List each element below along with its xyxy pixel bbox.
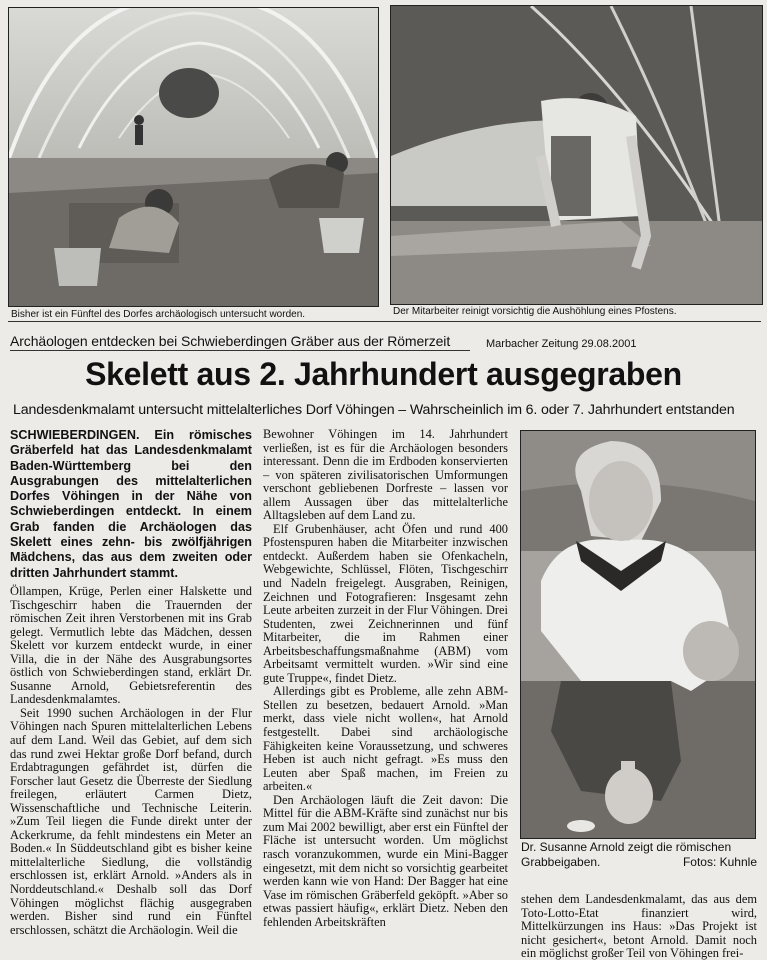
article-kicker: Archäologen entdecken bei Schwieberdingen Gräber aus der Römerzeit <box>10 333 451 349</box>
article-paragraph: Allerdings gibt es Probleme, alle zehn ABM-Stellen zu besetzen, bedauert Arnold. »Man merkt, dass viele nicht wollen«, hat Arnold festgestellt. Dabei sind archäologische Fähigkeiten keine Voraussetzung, und schweres Heben ist auch nicht gefragt. »Es muss den Leuten aber Spaß machen, im Freien zu arbeiten.« <box>263 684 508 794</box>
excavation-tent-photo <box>8 7 379 307</box>
photo-caption-arnold <box>521 840 757 870</box>
article-paragraph: Den Archäologen läuft die Zeit davon: Die Mittel für die ABM-Kräfte sind zunächst nur bis zum Mai 2002 bewilligt, aber erst ein Fünftel der Fläche ist untersucht worden. Um möglichst rasch voranzukommen, wurde ein Mini-Bagger eingesetzt, mit dem nicht so vorsichtig gearbeitet werden kann wie von Hand: Der Bagger hat eine Vase im römischen Gräberfeld geköpft. »Aber so etwas passiert häufig«, erklärt Dietz. Neben den fehlenden Arbeitskräften <box>263 792 508 929</box>
article-paragraph: Öllampen, Krüge, Perlen einer Halskette und Tischgeschirr haben die Trauernden der römischen Zeit ihren Verstorbenen mit ins Grab gelegt. Vermutlich lebte das Mädchen, dessen Skelett vor kurzem entdeckt wurde, in einer Villa, die in der Nähe des Ausgrabungsortes östlich von Schwieberdingen stand, erklärt Dr. Susanne Arnold, Gebietsreferentin des Landesdenkmalamtes. <box>10 583 252 707</box>
arnold-caption-text: Dr. Susanne Arnold zeigt die römischen Grabbeigaben. <box>521 840 732 869</box>
article-paragraph: Bewohner Vöhingen im 14. Jahrhundert verließen, ist es für die Archäologen besonders interessant. Denn die im Erdboden konservierten – von späteren zivilisatorischen Umformungen verschont gebliebenen Dorfreste – lassen vor allem Aussagen über das mittelalterliche Alltagsleben auf dem Land zu. <box>263 428 508 523</box>
article-headline: Skelett aus 2. Jahrhundert ausgegraben <box>85 356 682 392</box>
article-paragraph: Elf Grubenhäuser, acht Öfen und rund 400 Pfostenspuren haben die Mitarbeiter inzwischen entdeckt. Außerdem haben sie Ofenkacheln, Webgewichte, Schlüssel, Flöten, Tischgeschirr und Nadeln freigelegt. Ausgraben, Reinigen, Zeichnen und Fotografieren: Insgesamt zehn Leute arbeiten zurzeit in der Flur Vöhingen. Drei Studenten, zwei Zeichnerinnen und fünf Mitarbeiter, die im Rahmen einer Arbeitsbeschaffungsmaßnahme (ABM) vom Arbeitsamt vermittelt wurden. »Wir sind eine gute Truppe«, findet Dietz. <box>263 521 508 685</box>
photo-credit: Fotos: Kuhnle <box>682 855 757 869</box>
article-paragraph: Seit 1990 suchen Archäologen in der Flur Vöhingen nach Spuren mittelalterlichen Lebens auf dem Land. Weil das Gebiet, auf dem sich das rund zwei Hektar große Dorf befand, durch Erdabtragungen gefährdet ist, dürfen die Forscher laut Gesetz die Überreste der Siedlung freilegen, erläutert Carmen Dietz, Wissenschaftliche und Technische Leiterin. »Zum Teil liegen die Funde direkt unter der Ackerkrume, da fehlt mindestens ein Meter an Boden.« In Süddeutschland gibt es bisher keine mittelalterliche Siedlung, die vollständig erschlossen ist, erklärt Arnold. »Anders als in Norddeutschland.« Deshalb soll das Dorf Vöhingen möglichst flächig ausgegraben werden. Bisher sind rund ein Fünftel erschlossen, schätzt die Archäologin. Weil die <box>10 705 252 937</box>
article-column-2 <box>263 428 508 960</box>
kicker-underline <box>10 350 470 351</box>
worker-cleaning-photo <box>390 5 763 305</box>
article-paragraph: stehen dem Landesdenkmalamt, das aus dem Toto-Lotto-Etat finanziert wird, Mittelkürzungen ins Haus: »Das Projekt ist nicht gesichert«, betont Arnold. Damit noch ein möglichst großer Teil von Vöhingen frei- <box>521 893 757 960</box>
susanne-arnold-photo <box>520 430 756 839</box>
article-column-1 <box>10 428 252 960</box>
article-subheadline: Landesdenkmalamt untersucht mittelalterliches Dorf Vöhingen – Wahrscheinlich im 6. oder 7. Jahrhundert entstanden <box>13 402 735 418</box>
photo-caption-right: Der Mitarbeiter reinigt vorsichtig die Aushöhlung eines Pfostens. <box>393 306 677 317</box>
article-column-3 <box>521 893 757 960</box>
article-source: Marbacher Zeitung 29.08.2001 <box>486 338 637 350</box>
article-lead: SCHWIEBERDINGEN. Ein römisches Gräberfeld hat das Landesdenkmalamt Baden-Württemberg bei den Ausgrabungen des mittelalterlichen Dorfes Vöhingen in der Nähe von Schwieberdingen entdeckt. In einem Grab fanden die Archäologen das Skelett eines zehn- bis zwölfjährigen Mädchens, das aus dem zweiten oder dritten Jahrhundert stammt. <box>10 428 252 580</box>
caption-divider <box>8 321 761 322</box>
photo-caption-left: Bisher ist ein Fünftel des Dorfes archäologisch untersucht worden. <box>11 309 306 320</box>
